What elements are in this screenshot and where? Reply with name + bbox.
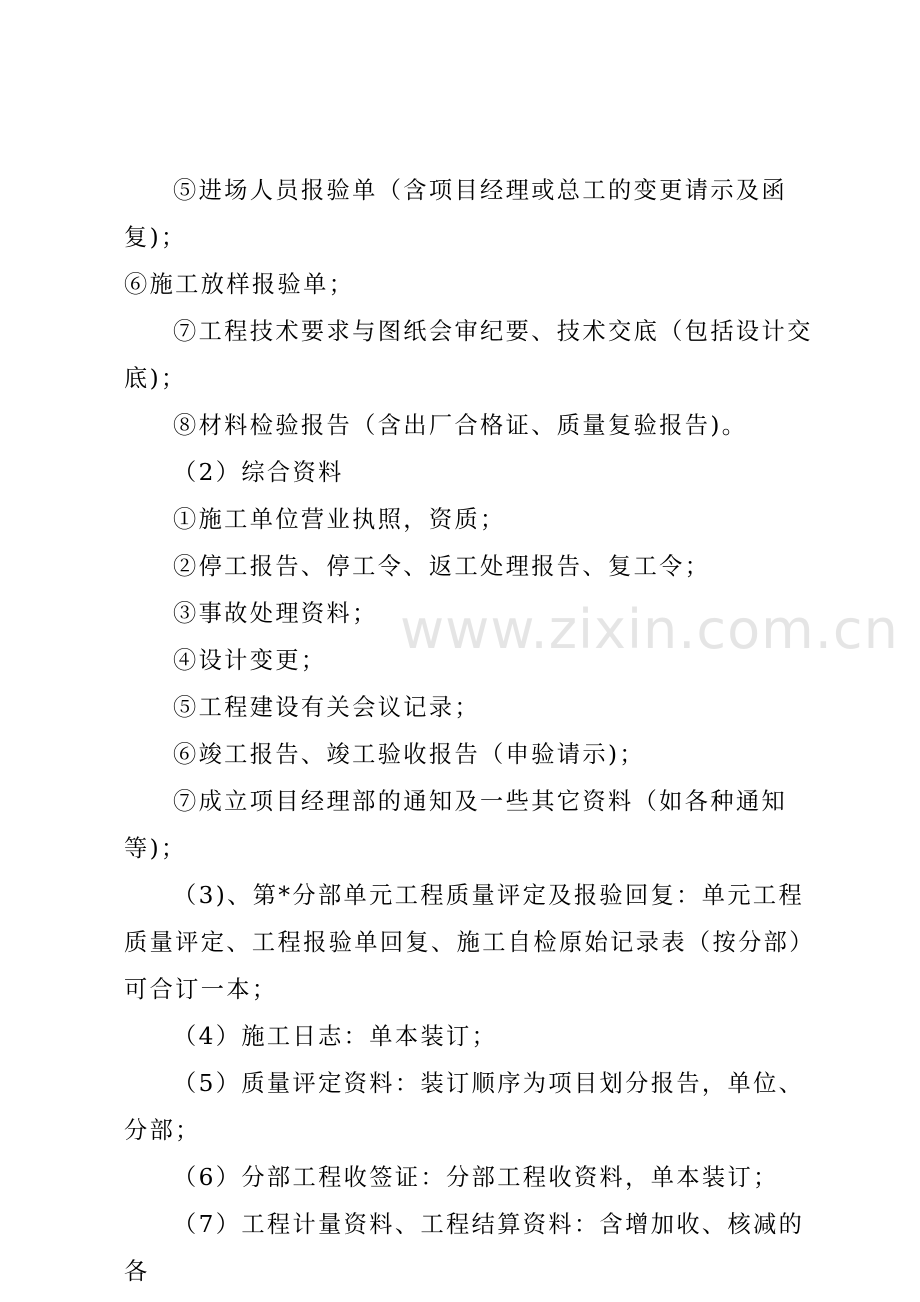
paragraph: （6）分部工程收签证：分部工程收资料，单本装订； (173, 1164, 779, 1191)
paragraph: ⑧材料检验报告（含出厂合格证、质量复验报告)。 (173, 412, 748, 439)
paragraph: ①施工单位营业执照，资质； (173, 506, 506, 533)
paragraph: （7）工程计量资料、工程结算资料：含增加收、核减的各 (124, 1211, 805, 1285)
watermark: www.zixin.com.cn (400, 598, 899, 661)
paragraph: （5）质量评定资料：装订顺序为项目划分报告，单位、分部； (124, 1070, 805, 1144)
paragraph: ②停工报告、停工令、返工处理报告、复工令； (173, 553, 711, 580)
paragraph: ⑦工程技术要求与图纸会审纪要、技术交底（包括设计交底)； (124, 318, 813, 392)
paragraph: ⑤进场人员报验单（含项目经理或总工的变更请示及函复)； (124, 177, 788, 251)
paragraph: ③事故处理资料； (173, 600, 378, 627)
paragraph: （3)、第*分部单元工程质量评定及报验回复：单元工程质量评定、工程报验单回复、施工自检原始记录表（按分部）可合订一本； (124, 882, 805, 1003)
paragraph: （4）施工日志：单本装订； (173, 1023, 498, 1050)
paragraph: ⑤工程建设有关会议记录； (173, 694, 481, 721)
paragraph: ④设计变更； (173, 647, 327, 674)
paragraph: ⑥竣工报告、竣工验收报告（申验请示)； (173, 741, 646, 768)
paragraph: ⑦成立项目经理部的通知及一些其它资料（如各种通知等)； (124, 788, 788, 862)
section-heading: （2）综合资料 (173, 459, 344, 486)
paragraph: ⑥施工放样报验单； (124, 271, 355, 298)
document-body (124, 167, 814, 1295)
